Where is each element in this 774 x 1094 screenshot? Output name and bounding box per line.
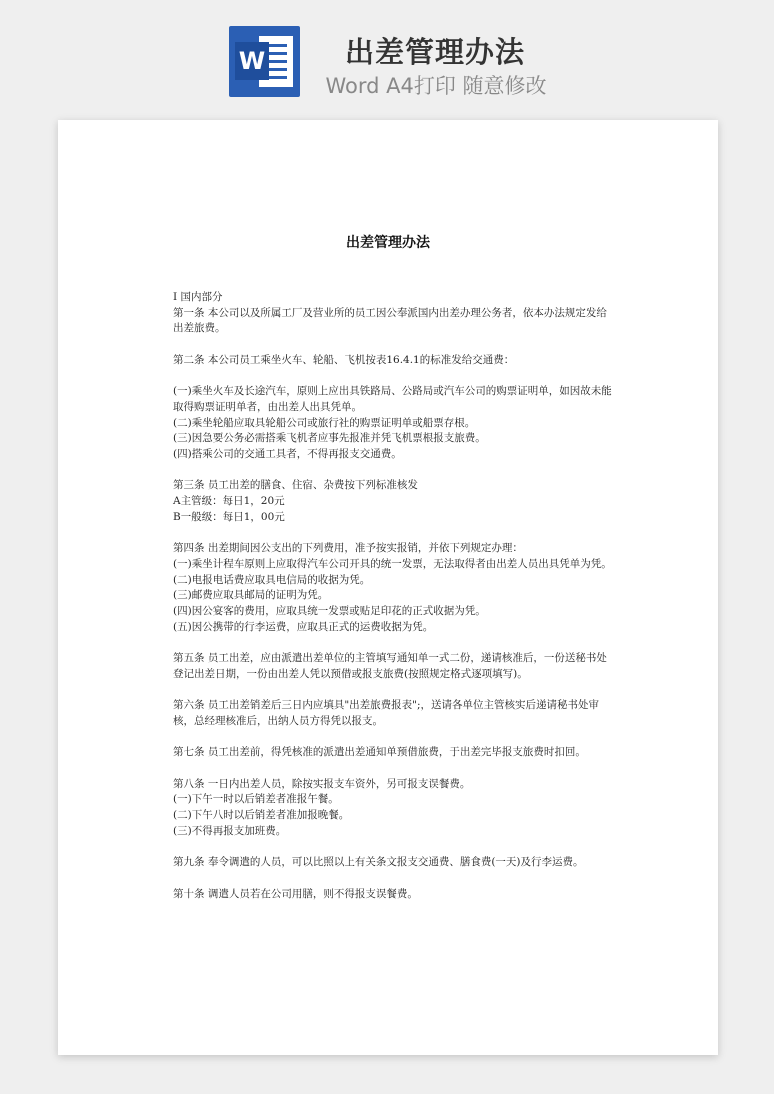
document-line: 第三条 员工出差的膳食、住宿、杂费按下列标准核发 (173, 479, 418, 492)
document-line: 第九条 奉令调遣的人员，可以比照以上有关条文报支交通费、膳食费(一天)及行李运费。 (173, 856, 584, 869)
page-header (0, 0, 774, 110)
document-line: 第六条 员工出差销差后三日内应填具"出差旅费报表";，送请各单位主管核实后递请秘书处审核，总经理核准后，出纳人员方得凭以报支。 (173, 699, 600, 727)
document-line: 第七条 员工出差前，得凭核准的派遣出差通知单预借旅费，于出差完毕报支旅费时扣回。 (173, 746, 586, 759)
paragraph-gap (173, 871, 613, 887)
paragraph-gap (173, 526, 613, 542)
paragraph-gap (173, 463, 613, 479)
header-subtitle: Word A4打印 随意修改 (325, 74, 547, 98)
document-line: (二)乘坐轮船应取具轮船公司或旅行社的购票证明单或船票存根。 (173, 416, 476, 429)
word-letter: W (235, 42, 269, 80)
paragraph-gap (173, 683, 613, 699)
document-line: (五)因公携带的行李运费，应取具正式的运费收据为凭。 (173, 620, 434, 633)
document-line: (一)乘坐计程车原则上应取得汽车公司开具的统一发票，无法取得者由出差人员出具凭单为凭。 (173, 557, 612, 570)
paragraph-gap (173, 761, 613, 777)
paragraph-gap (173, 369, 613, 385)
document-line: 第八条 一日内出差人员，除按实报支车资外，另可报支误餐费。 (173, 777, 471, 790)
document-line: (三)邮费应取具邮局的证明为凭。 (173, 589, 329, 602)
document-body (173, 290, 613, 902)
paragraph-gap (173, 635, 613, 651)
header-title: 出差管理办法 (344, 35, 525, 69)
document-line: (四)搭乘公司的交通工具者，不得再报支交通费。 (173, 448, 402, 460)
word-icon (229, 26, 300, 97)
document-line: (四)因公宴客的费用，应取具统一发票或贴足印花的正式收据为凭。 (173, 605, 486, 617)
document-line: (三)不得再报支加班费。 (173, 824, 287, 837)
document-line: (二)电报电话费应取具电信局的收据为凭。 (173, 573, 371, 586)
document-line: Ⅰ 国内部分 (173, 291, 223, 303)
document-line: (三)因急要公务必需搭乘飞机者应事先报准并凭飞机票根报支旅费。 (173, 432, 486, 445)
document-line: 第五条 员工出差，应由派遣出差单位的主管填写通知单一式二份，递请核准后，一份送秘书处登记出差日期，一份由出差人凭以预借或报支旅费(按照规定格式逐项填写)。 (173, 652, 607, 680)
document-title: 出差管理办法 (346, 235, 430, 251)
document-line: (二)下午八时以后销差者准加报晚餐。 (173, 809, 350, 822)
paragraph-gap (173, 730, 613, 746)
paragraph-gap (173, 839, 613, 855)
document-line: 第十条 调遣人员若在公司用膳，则不得报支误餐费。 (173, 887, 418, 900)
document-line: B一般级：每日1，00元 (173, 510, 285, 523)
paragraph-gap (173, 337, 613, 353)
document-line: A主管级：每日1，20元 (173, 495, 285, 508)
document-line: (一)下午一时以后销差者准报午餐。 (173, 793, 339, 806)
document-line: 第二条 本公司员工乘坐火车、轮船、飞机按表16.4.1的标准发给交通费： (173, 353, 515, 366)
document-line: (一)乘坐火车及长途汽车，原则上应出具铁路局、公路局或汽车公司的购票证明单，如因故未能取得购票证明单者，由出差人出具凭单。 (173, 385, 612, 413)
document-page (58, 120, 718, 1055)
document-line: 第四条 出差期间因公支出的下列费用，准予按实报销，并依下列规定办理： (173, 542, 523, 555)
document-line: 第一条 本公司以及所属工厂及营业所的员工因公奉派国内出差办理公务者，依本办法规定发给出差旅费。 (173, 306, 607, 335)
